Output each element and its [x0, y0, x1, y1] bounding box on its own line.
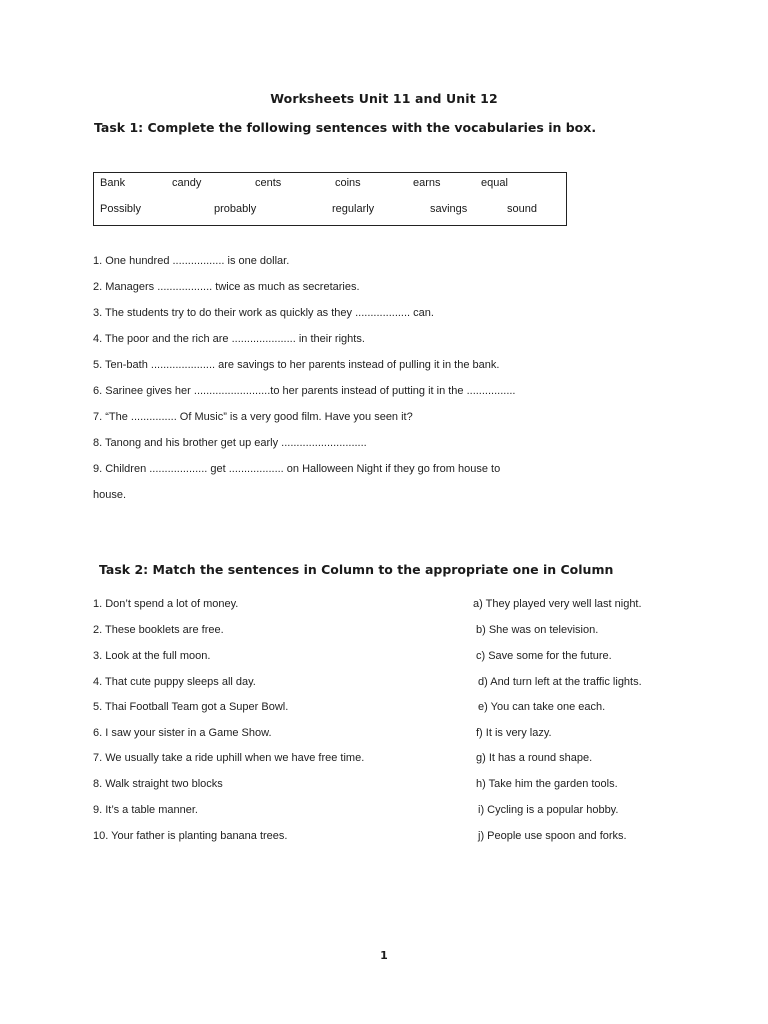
column-b-item: c) Save some for the future. [476, 650, 612, 662]
task1-sentence: 6. Sarinee gives her .........................to her parents instead of putting it in the ................ [93, 385, 516, 397]
column-b-item: i) Cycling is a popular hobby. [478, 804, 619, 816]
column-a-item: 9. It’s a table manner. [93, 804, 198, 816]
column-b-item: b) She was on television. [476, 624, 599, 636]
column-a-item: 4. That cute puppy sleeps all day. [93, 676, 256, 688]
vocab-word: Possibly [100, 203, 141, 215]
task1-sentence: 2. Managers .................. twice as much as secretaries. [93, 281, 360, 293]
column-a-item: 6. I saw your sister in a Game Show. [93, 727, 272, 739]
vocab-word: probably [214, 203, 257, 215]
column-b-item: j) People use spoon and forks. [478, 830, 627, 842]
column-b-item: h) Take him the garden tools. [476, 778, 618, 790]
column-b-item: d) And turn left at the traffic lights. [478, 676, 642, 688]
column-a-item: 7. We usually take a ride uphill when we have free time. [93, 752, 365, 764]
task1-sentence: 7. “The ............... Of Music” is a very good film. Have you seen it? [93, 411, 413, 423]
vocab-word: regularly [332, 203, 375, 215]
column-b-item: f) It is very lazy. [476, 727, 552, 739]
vocab-word: sound [507, 203, 537, 215]
task1-heading: Task 1: Complete the following sentences with the vocabularies in box. [94, 120, 597, 135]
vocab-word: equal [481, 177, 508, 189]
column-a-item: 2. These booklets are free. [93, 624, 224, 636]
task1-sentence: 9. Children ................... get .................. on Halloween Night if they go from house to [93, 463, 501, 475]
task1-sentence: 4. The poor and the rich are ..................... in their rights. [93, 333, 365, 345]
vocab-word: savings [430, 203, 468, 215]
vocab-word: Bank [100, 177, 126, 189]
vocab-word: earns [413, 177, 441, 189]
page-title: Worksheets Unit 11 and Unit 12 [270, 91, 498, 106]
task1-sentence: 1. One hundred ................. is one dollar. [93, 255, 290, 267]
task2-heading: Task 2: Match the sentences in Column to the appropriate one in Column [99, 562, 614, 577]
column-b-item: e) You can take one each. [478, 701, 606, 713]
column-b-item: a) They played very well last night. [473, 598, 642, 610]
column-a-item: 10. Your father is planting banana trees. [93, 830, 288, 842]
task1-sentence: 3. The students try to do their work as quickly as they .................. can. [93, 307, 434, 319]
column-a-item: 8. Walk straight two blocks [93, 778, 223, 790]
task1-sentence: 8. Tanong and his brother get up early ............................ [93, 437, 367, 449]
column-a-item: 3. Look at the full moon. [93, 650, 211, 662]
vocabulary-box [93, 172, 567, 226]
vocab-word: cents [255, 177, 282, 189]
column-a-item: 5. Thai Football Team got a Super Bowl. [93, 701, 289, 713]
vocab-word: coins [335, 177, 361, 189]
task1-sentence: house. [93, 489, 127, 501]
task1-sentence: 5. Ten-bath ..................... are savings to her parents instead of pulling it in the bank. [93, 359, 500, 371]
column-b-item: g) It has a round shape. [476, 752, 593, 764]
page-number: 1 [380, 949, 388, 962]
column-a-item: 1. Don’t spend a lot of money. [93, 598, 239, 610]
vocab-word: candy [172, 177, 202, 189]
